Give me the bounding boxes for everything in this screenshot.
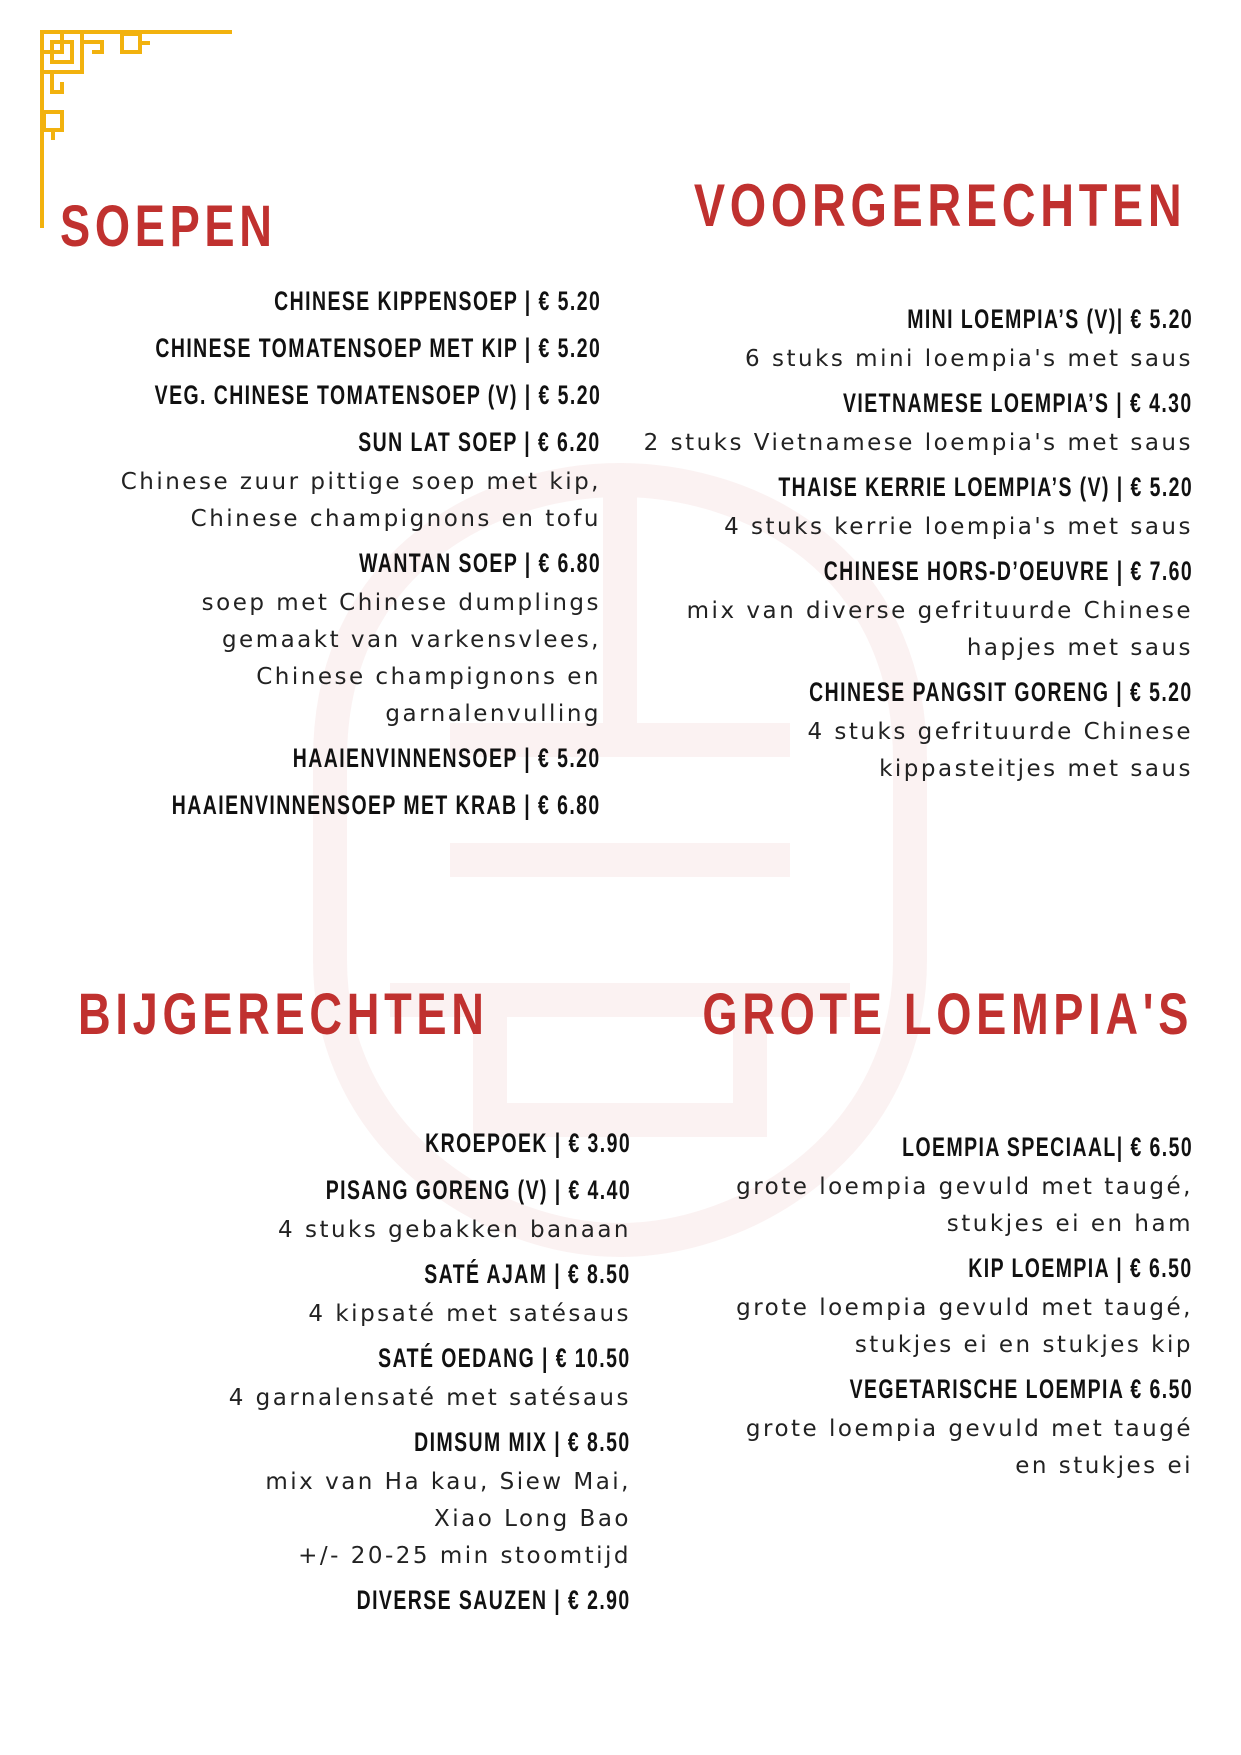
menu-item [11,1167,631,1214]
section-grote-loempias [573,1124,1193,1487]
menu-item-title: PISANG GORENG (V) | € 4.40 [325,1175,631,1205]
menu-item-title: VEGETARISCHE LOEMPIA € 6.50 [849,1374,1193,1404]
menu-item [0,419,601,466]
menu-item [573,464,1193,511]
menu-item-title: HAAIENVINNENSOEP | € 5.20 [293,743,601,773]
menu-item [0,278,601,325]
menu-item [0,540,601,587]
menu-item [11,1120,631,1167]
section-title-bijgerechten: BIJGERECHTEN [78,982,489,1047]
menu-item-title: CHINESE HORS-D’OEUVRE | € 7.60 [823,556,1193,586]
menu-item-title: CHINESE TOMATENSOEP MET KIP | € 5.20 [155,333,601,363]
menu-item-description: Chinese zuur pittige soep met kip, Chinese champignons en tofu [120,469,601,532]
menu-item-title: SATÉ AJAM | € 8.50 [424,1259,631,1289]
menu-item-description: 2 stuks Vietnamese loempia's met saus [643,430,1193,456]
menu-item-title: CHINESE PANGSIT GORENG | € 5.20 [809,677,1193,707]
menu-item [573,669,1193,716]
menu-item [573,380,1193,427]
menu-item-description: mix van Ha kau, Siew Mai, Xiao Long Bao +/- 20-25 min stoomtijd [265,1469,631,1569]
section-soepen [0,278,601,829]
menu-item-title: SATÉ OEDANG | € 10.50 [378,1343,631,1373]
menu-item-title: MINI LOEMPIA’S (V)| € 5.20 [907,304,1193,334]
menu-item-description: grote loempia gevuld met taugé, stukjes ei en stukjes kip [736,1295,1193,1358]
menu-item-title: LOEMPIA SPECIAAL| € 6.50 [902,1132,1193,1162]
menu-item [573,1124,1193,1171]
section-title-soepen: SOEPEN [60,194,277,259]
menu-item [0,325,601,372]
menu-item-title: DIVERSE SAUZEN | € 2.90 [356,1585,631,1615]
menu-item-description: 4 stuks gebakken banaan [278,1217,631,1243]
menu-item-title: VIETNAMESE LOEMPIA’S | € 4.30 [843,388,1193,418]
menu-item-title: CHINESE KIPPENSOEP | € 5.20 [273,286,601,316]
menu-item [11,1419,631,1466]
menu-item-title: DIMSUM MIX | € 8.50 [414,1427,631,1457]
menu-item [0,735,601,782]
menu-item-title: WANTAN SOEP | € 6.80 [358,548,601,578]
section-voorgerechten [573,296,1193,790]
menu-item-title: THAISE KERRIE LOEMPIA’S (V) | € 5.20 [778,472,1193,502]
menu-item-description: mix van diverse gefrituurde Chinese hapjes met saus [686,598,1193,661]
menu-item-title: KIP LOEMPIA | € 6.50 [968,1253,1193,1283]
menu-item-description: 4 garnalensaté met satésaus [228,1385,631,1411]
menu-item [11,1251,631,1298]
section-title-grote-loempias: GROTE LOEMPIA'S [702,982,1193,1047]
menu-item [573,296,1193,343]
menu-item-description: soep met Chinese dumplings gemaakt van varkensvlees, Chinese champignons en garnalenvulling [201,590,601,727]
section-title-voorgerechten: VOORGERECHTEN [693,172,1186,239]
menu-item [573,548,1193,595]
menu-item-title: VEG. CHINESE TOMATENSOEP (V) | € 5.20 [154,380,602,410]
menu-item [0,372,601,419]
menu-item [0,782,601,829]
menu-item-description: 6 stuks mini loempia's met saus [745,346,1193,372]
menu-item-title: SUN LAT SOEP | € 6.20 [358,427,601,457]
menu-item-title: HAAIENVINNENSOEP MET KRAB | € 6.80 [172,790,601,820]
menu-item-description: grote loempia gevuld met taugé en stukjes ei [745,1416,1193,1479]
menu-item-description: grote loempia gevuld met taugé, stukjes ei en ham [736,1174,1193,1237]
menu-item-description: 4 stuks gefrituurde Chinese kippasteitjes met saus [807,719,1193,782]
menu-item-description: 4 kipsaté met satésaus [308,1301,631,1327]
menu-item [573,1366,1193,1413]
menu-item [11,1577,631,1624]
menu-item-title: KROEPOEK | € 3.90 [424,1128,631,1158]
section-bijgerechten [11,1120,631,1624]
menu-item [573,1245,1193,1292]
menu-item [11,1335,631,1382]
menu-item-description: 4 stuks kerrie loempia's met saus [724,514,1193,540]
